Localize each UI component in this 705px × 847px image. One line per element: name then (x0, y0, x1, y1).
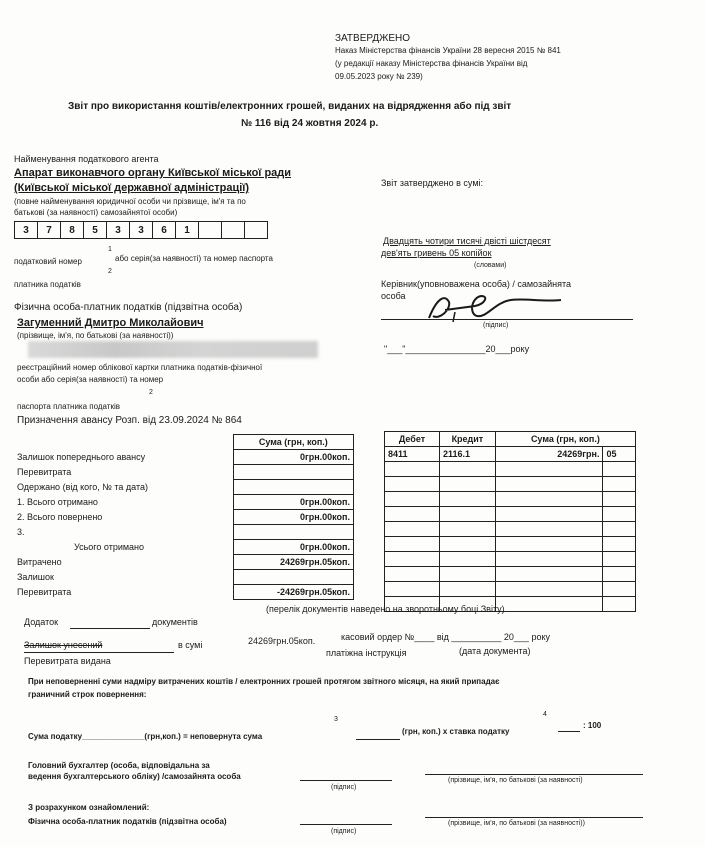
attachment-label: Додаток (24, 617, 59, 627)
accounting-cell-kop (603, 507, 636, 522)
advance-row-value: 0грн.00коп. (233, 510, 353, 525)
accounting-cell-credit (439, 507, 495, 522)
accounting-cell-uah (495, 462, 603, 477)
signature-image (415, 288, 565, 326)
advance-table-row (14, 480, 354, 495)
approval-line-1: Наказ Міністерства фінансів України 28 вересня 2015 № 841 (335, 46, 561, 55)
tax-code-digit (245, 222, 268, 239)
agent-caption-2: батькові (за наявності) самозайнятої особи) (14, 208, 178, 217)
advance-row-value (233, 480, 353, 495)
agent-name-line-1: Апарат виконавчого органу Київської міської ради (14, 167, 292, 179)
payment-order: платіжна інструкція (326, 648, 407, 658)
accounting-row (385, 462, 636, 477)
debit-header: Дебет (385, 432, 440, 447)
accounting-cell-debit (385, 552, 440, 567)
accounting-row (385, 567, 636, 582)
sum-in-words-2: дев'ять гривень 05 копійок (381, 248, 492, 258)
tax-code-digit: 8 (61, 222, 84, 239)
accounting-cell-kop (603, 567, 636, 582)
tax-code-digit: 6 (153, 222, 176, 239)
accounting-cell-uah (495, 537, 603, 552)
accounting-cell-credit (439, 552, 495, 567)
accounting-cell-credit (439, 522, 495, 537)
accounting-cell-debit (385, 507, 440, 522)
redacted-id-number (28, 341, 318, 358)
tax-code-digit: 3 (15, 222, 38, 239)
advance-row-value: 0грн.00коп. (233, 450, 353, 465)
accounting-cell-uah (495, 567, 603, 582)
advance-row-label: Усього отримано (74, 542, 145, 552)
accounting-cell-credit: 2116.1 (439, 447, 495, 462)
credit-header: Кредит (439, 432, 495, 447)
accounting-cell-uah (495, 492, 603, 507)
payer-passport-label: платника податків (14, 280, 81, 289)
report-title: Звіт про використання коштів/електронних грошей, виданих на відрядження або під звіт (68, 101, 512, 112)
tax-code-digit: 5 (84, 222, 107, 239)
paid-sum-value: 24269грн.05коп. (248, 636, 316, 646)
footnote-2b: 2 (149, 389, 153, 396)
acquainted-label: З розрахунком ознайомлений: (28, 803, 150, 812)
in-sum: в сумі (178, 640, 203, 650)
accounting-row (385, 447, 636, 462)
left-table-header: Сума (грн, коп.) (233, 435, 353, 450)
person-label: Фізична особа-платник податків (підзвітна особа) (14, 302, 243, 313)
doc-date-caption: (дата документа) (459, 646, 531, 656)
sum-header: Сума (грн, коп.) (495, 432, 635, 447)
advance-row-label: Залишок попереднього авансу (17, 452, 146, 462)
accounting-cell-kop (603, 552, 636, 567)
advance-row-label: Залишок (17, 572, 54, 582)
overspend-issued: Перевитрата видана (24, 656, 111, 666)
tax-rate-label: (грн, коп.) х ставка податку (402, 727, 510, 736)
advance-table (14, 434, 354, 600)
approval-heading: ЗАТВЕРДЖЕНО (335, 33, 411, 44)
reg-caption-2: особи або серія(за наявності) та номер (17, 375, 164, 384)
person-name-caption: (прізвище, ім'я, по батькові (за наявності)) (448, 820, 585, 827)
person-caption: (прізвище, ім'я, по батькові (за наявності)) (17, 331, 174, 340)
accounting-cell-debit (385, 567, 440, 582)
accounting-cell-debit: 8411 (385, 447, 440, 462)
agent-name-line-2: (Київської міської державної адміністрації) (14, 182, 250, 194)
accounting-cell-debit (385, 492, 440, 507)
approved-sum-label: Звіт затверджено в сумі: (381, 178, 484, 188)
footnote-1: 1 (108, 246, 112, 253)
accounting-cell-uah (495, 597, 603, 612)
accounting-cell-credit (439, 582, 495, 597)
accounting-row (385, 552, 636, 567)
advance-purpose: Призначення авансу Розп. від 23.09.2024 № 864 (17, 415, 242, 426)
accounting-cell-credit (439, 537, 495, 552)
accounting-cell-kop (603, 582, 636, 597)
person-label-bottom: Фізична особа-платник податків (підзвітна особа) (28, 817, 227, 826)
footnote-2: 2 (108, 268, 112, 275)
words-caption: (словами) (474, 262, 507, 269)
accounting-row (385, 492, 636, 507)
advance-row-value (233, 525, 353, 540)
accounting-row (385, 522, 636, 537)
person-name: Загуменний Дмитро Миколайович (17, 317, 204, 329)
head-label-2: особа (381, 291, 406, 301)
accounting-cell-uah (495, 507, 603, 522)
advance-row-value: 0грн.00коп. (233, 540, 353, 555)
agent-caption-1: (повне найменування юридичної особи чи прізвище, ім'я та по (14, 197, 246, 206)
sum-in-words-1: Двадцять чотири тисячі двісті шістдесят (383, 236, 551, 246)
refund-note-2: граничний строк повернення: (28, 690, 147, 699)
accountant-label-2: ведення бухгалтерського обліку) /самозайнята особа (28, 772, 241, 781)
accounting-cell-credit (439, 492, 495, 507)
tax-sum-line: Сума податку______________(грн,коп.) = неповернута сума (28, 732, 263, 741)
accounting-cell-kop (603, 537, 636, 552)
accounting-cell-uah (495, 552, 603, 567)
passport-label: або серія(за наявності) та номер паспорта (115, 254, 273, 263)
signature-caption: (підпис) (483, 322, 509, 329)
tax-code-digit: 7 (38, 222, 61, 239)
approval-line-2: (у редакції наказу Міністерства фінансів України від (335, 59, 528, 68)
advance-table-row (14, 450, 354, 465)
footnote-4: 4 (543, 711, 547, 718)
tax-code-digit: 3 (130, 222, 153, 239)
refund-note-1: При неповерненні суми надміру витрачених коштів / електронних грошей протягом звітного місяця, на який припадає (28, 677, 500, 686)
footnote-3: 3 (334, 716, 338, 723)
accountant-sign-caption: (підпис) (331, 784, 357, 791)
advance-row-value: 24269грн.05коп. (233, 555, 353, 570)
agent-label: Найменування податкового агента (14, 154, 159, 164)
attachment-docs: документів (152, 617, 198, 627)
accounting-cell-credit (439, 567, 495, 582)
accounting-row (385, 507, 636, 522)
accounting-cell-kop: 05 (603, 447, 636, 462)
advance-table-row (14, 555, 354, 570)
approval-line-3: 09.05.2023 року № 239) (335, 72, 423, 81)
advance-row-label: 1. Всього отримано (17, 497, 98, 507)
advance-row-label: 2. Всього повернено (17, 512, 103, 522)
accounting-cell-uah (495, 522, 603, 537)
report-number-date: № 116 від 24 жовтня 2024 р. (241, 118, 379, 129)
doc-list-note: (перелік документів наведено на зворотньому боці Звіту) (266, 604, 505, 614)
accounting-cell-uah (495, 582, 603, 597)
accountant-label-1: Головний бухгалтер (особа, відповідальна за (28, 761, 210, 770)
advance-table-row (14, 525, 354, 540)
advance-table-row (14, 495, 354, 510)
accounting-cell-debit (385, 537, 440, 552)
advance-row-label: Перевитрата (17, 467, 72, 477)
advance-table-row (14, 570, 354, 585)
accounting-cell-kop (603, 597, 636, 612)
accounting-row (385, 537, 636, 552)
accounting-cell-debit (385, 462, 440, 477)
advance-row-label: Витрачено (17, 557, 62, 567)
advance-row-value: -24269грн.05коп. (233, 585, 353, 600)
accounting-cell-credit (439, 477, 495, 492)
accounting-cell-kop (603, 522, 636, 537)
advance-row-value (233, 570, 353, 585)
head-label: Керівник(уповноважена особа) / самозайнята (381, 279, 571, 289)
advance-row-label: 3. (17, 527, 25, 537)
accounting-table (384, 431, 636, 612)
accounting-cell-credit (439, 462, 495, 477)
advance-row-label: Перевитрата (17, 587, 72, 597)
accounting-cell-debit (385, 522, 440, 537)
advance-table-row (14, 465, 354, 480)
accounting-row (385, 477, 636, 492)
advance-table-row (14, 585, 354, 600)
advance-row-value: 0грн.00коп. (233, 495, 353, 510)
accounting-cell-kop (603, 462, 636, 477)
tax-code-cells (14, 221, 268, 239)
advance-table-row (14, 510, 354, 525)
cash-order: касовий ордер №____ від __________ 20___ року (341, 632, 550, 642)
advance-table-row (14, 540, 354, 555)
passport-caption: паспорта платника податків (17, 402, 120, 411)
accounting-cell-kop (603, 492, 636, 507)
accounting-cell-debit (385, 477, 440, 492)
tax-code-digit: 1 (176, 222, 199, 239)
accounting-cell-uah: 24269грн. (495, 447, 603, 462)
accounting-cell-uah (495, 477, 603, 492)
accountant-name-caption: (прізвище, ім'я, по батькові (за наявності) (448, 777, 583, 784)
person-sign-caption: (підпис) (331, 828, 357, 835)
accounting-cell-kop (603, 477, 636, 492)
rate-tail: : 100 (583, 721, 602, 730)
accounting-row (385, 582, 636, 597)
tax-number-label: податковий номер (14, 257, 82, 266)
accounting-cell-debit (385, 582, 440, 597)
tax-code-digit: 3 (107, 222, 130, 239)
reg-caption-1: реєстраційний номер облікової картки платника податків-фізичної (17, 363, 263, 372)
advance-row-label: Одержано (від кого, № та дата) (17, 482, 148, 492)
remainder-paid: Залишок унесений (24, 640, 103, 650)
advance-row-value (233, 465, 353, 480)
tax-code-digit (199, 222, 222, 239)
approval-date-line: "___"________________20___року (384, 344, 530, 354)
tax-code-digit (222, 222, 245, 239)
